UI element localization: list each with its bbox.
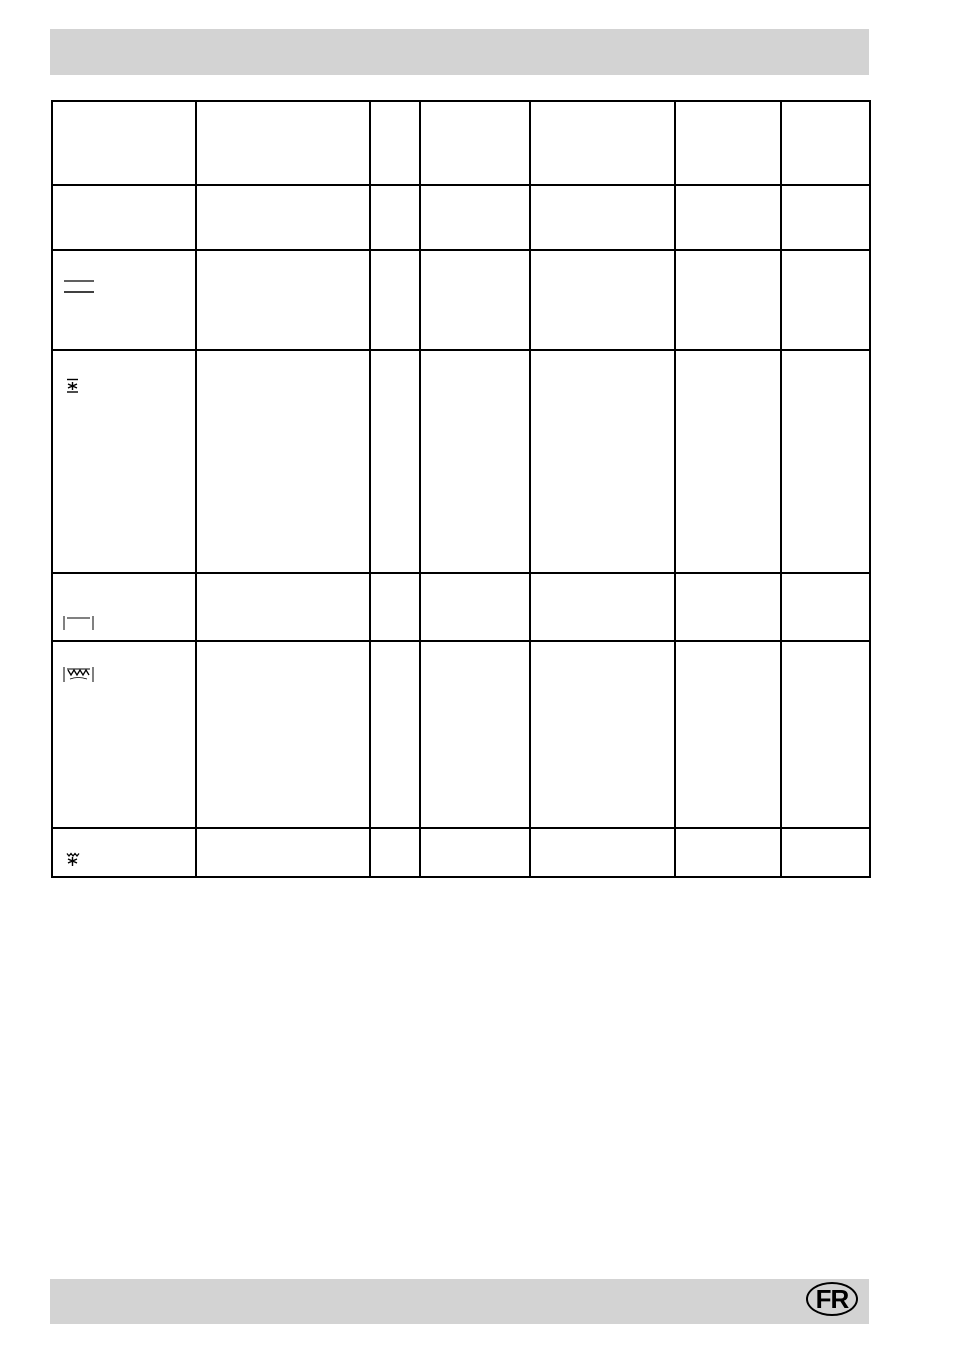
row-divider (53, 640, 869, 642)
header-band (50, 29, 869, 75)
grill-element-icon (63, 666, 95, 684)
top-heating-element-icon (63, 279, 97, 295)
row-divider (53, 184, 869, 186)
fan-grill-icon (65, 852, 81, 868)
column-divider (529, 102, 531, 876)
footer-band (50, 1279, 869, 1324)
row-divider (53, 572, 869, 574)
oven-functions-table (51, 100, 871, 878)
language-badge: FR (806, 1282, 858, 1316)
row-divider (53, 827, 869, 829)
column-divider (369, 102, 371, 876)
column-divider (780, 102, 782, 876)
row-divider (53, 349, 869, 351)
column-divider (195, 102, 197, 876)
column-divider (419, 102, 421, 876)
column-divider (674, 102, 676, 876)
bottom-heating-element-icon (63, 615, 95, 631)
fan-assisted-heating-icon (65, 378, 81, 394)
row-divider (53, 249, 869, 251)
